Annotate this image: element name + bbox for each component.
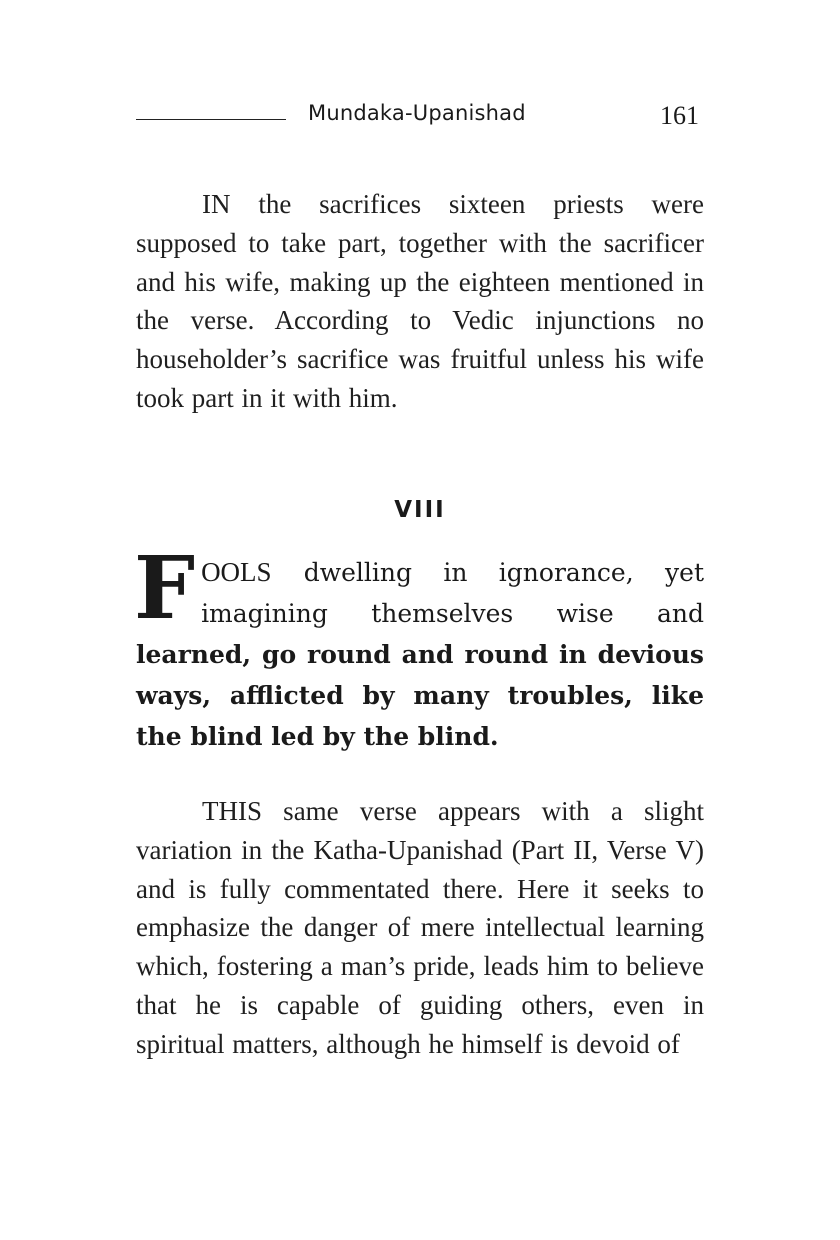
verse-rest: learned, go round and round in devious ways, afflicted by many troubles, like the blind led by the blind. — [136, 640, 704, 751]
drop-cap: F — [134, 538, 196, 639]
running-header-title: Mundaka-Upanishad — [308, 101, 526, 125]
commentary-paragraph-1: IN the sacrifices sixteen priests were supposed to take part, together with the sacrificer and his wife, making up the eighteen mentioned in the verse. According to Vedic injunctions no householder’s sacrifice was fruitful unless his wife took part in it with him. — [136, 189, 704, 413]
header-rule — [136, 119, 286, 120]
verse-cap-rest: OOLS — [201, 557, 272, 587]
verse-text — [134, 538, 704, 757]
verse-lead: dwelling in ignorance, yet imagining themselves wise and — [201, 558, 704, 628]
commentary-paragraph-2: THIS same verse appears with a slight variation in the Katha-Upanishad (Part II, Verse V) and is fully commentated there. Here it seeks to emphasize the danger of mere intellectual learning which, fostering a man’s pride, leads him to believe that he is capable of guiding others, even in spiritual matters, although he himself is devoid of — [136, 796, 704, 1059]
page-number: 161 — [660, 101, 699, 130]
section-heading: VIII — [394, 497, 446, 523]
